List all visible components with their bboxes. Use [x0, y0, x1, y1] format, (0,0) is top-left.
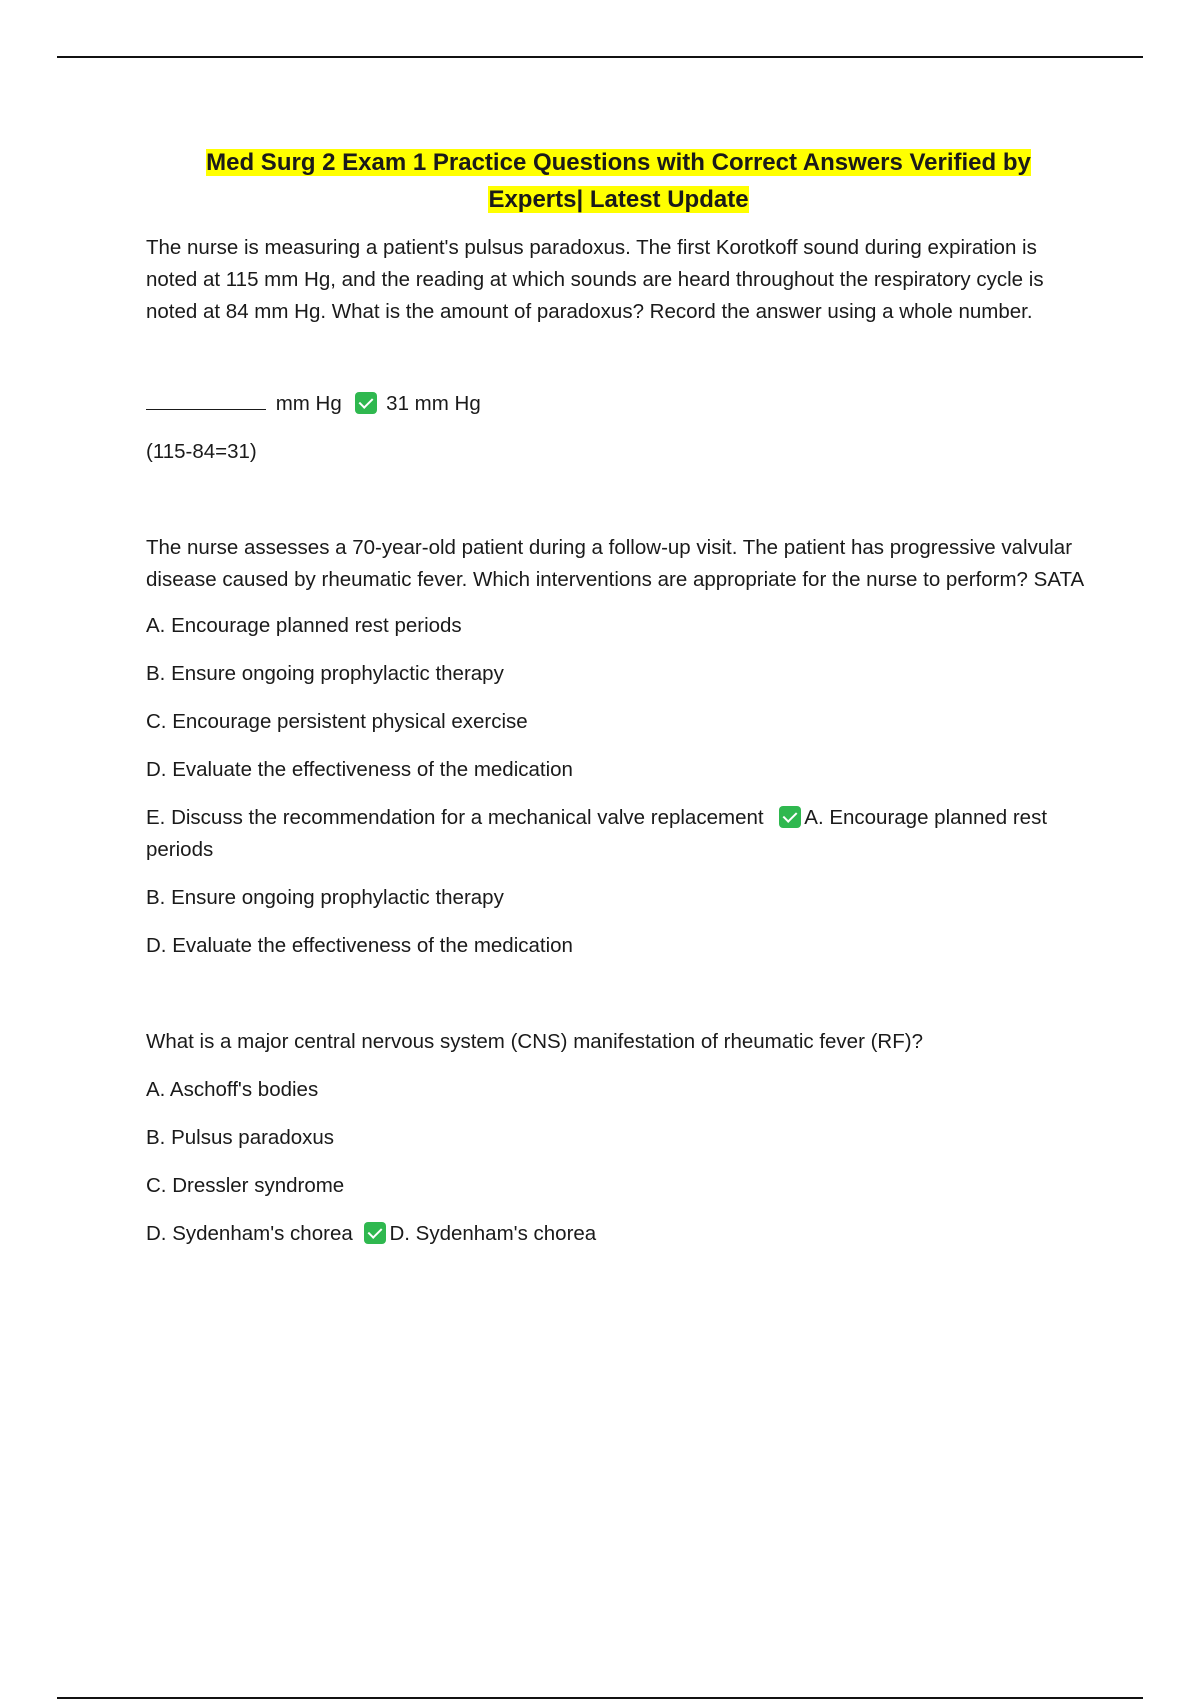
- question-2-option-b: B. Ensure ongoing prophylactic therapy: [146, 662, 504, 685]
- question-2-option-c: C. Encourage persistent physical exercise: [146, 710, 528, 733]
- question-1-work: (115-84=31): [146, 440, 257, 463]
- document-body: [146, 144, 1091, 1250]
- question-1-answer: 31 mm Hg: [386, 392, 481, 415]
- question-2-option-e-with-answer: [146, 802, 1091, 866]
- question-1-answer-line: [146, 388, 1091, 420]
- question-2-answer-1: A. Encourage planned rest periods: [146, 806, 1048, 861]
- header-rule: [57, 56, 1143, 58]
- question-2-option-a: A. Encourage planned rest periods: [146, 614, 462, 637]
- title-line-1: Med Surg 2 Exam 1 Practice Questions with Correct Answers Verified by: [206, 149, 1031, 176]
- question-2-option-d: D. Evaluate the effectiveness of the medication: [146, 758, 573, 781]
- question-3-answer: D. Sydenham's chorea: [389, 1222, 597, 1245]
- document-title: [146, 144, 1091, 218]
- question-3-option-d-with-answer: [146, 1218, 1091, 1250]
- question-2-text: The nurse assesses a 70-year-old patient during a follow-up visit. The patient has progressive valvular disease caused by rheumatic fever. Which interventions are appropriate for the nurse to perform? SATA: [146, 536, 1085, 591]
- footer-rule: [57, 1697, 1143, 1699]
- check-mark-icon: [364, 1222, 386, 1244]
- answer-unit: mm Hg: [275, 392, 342, 415]
- check-mark-icon: [355, 392, 377, 414]
- check-mark-icon: [779, 806, 801, 828]
- question-3-option-d: D. Sydenham's chorea: [146, 1222, 353, 1245]
- question-3-text: What is a major central nervous system (CNS) manifestation of rheumatic fever (RF)?: [146, 1030, 923, 1053]
- title-line-2: Experts| Latest Update: [488, 186, 749, 213]
- question-3-option-a: A. Aschoff's bodies: [146, 1078, 319, 1101]
- question-2-option-e: E. Discuss the recommendation for a mechanical valve replacement: [146, 806, 764, 829]
- question-3-option-c: C. Dressler syndrome: [146, 1174, 345, 1197]
- question-2-answer-3: D. Evaluate the effectiveness of the medication: [146, 934, 573, 957]
- question-2-answer-2: B. Ensure ongoing prophylactic therapy: [146, 886, 504, 909]
- answer-blank: [146, 391, 266, 410]
- question-3-option-b: B. Pulsus paradoxus: [146, 1126, 335, 1149]
- question-1-text: The nurse is measuring a patient's pulsus paradoxus. The first Korotkoff sound during expiration is noted at 115 mm Hg, and the reading at which sounds are heard throughout the respiratory cycle is noted at 84 mm Hg. What is the amount of paradoxus? Record the answer using a whole number.: [146, 236, 1044, 323]
